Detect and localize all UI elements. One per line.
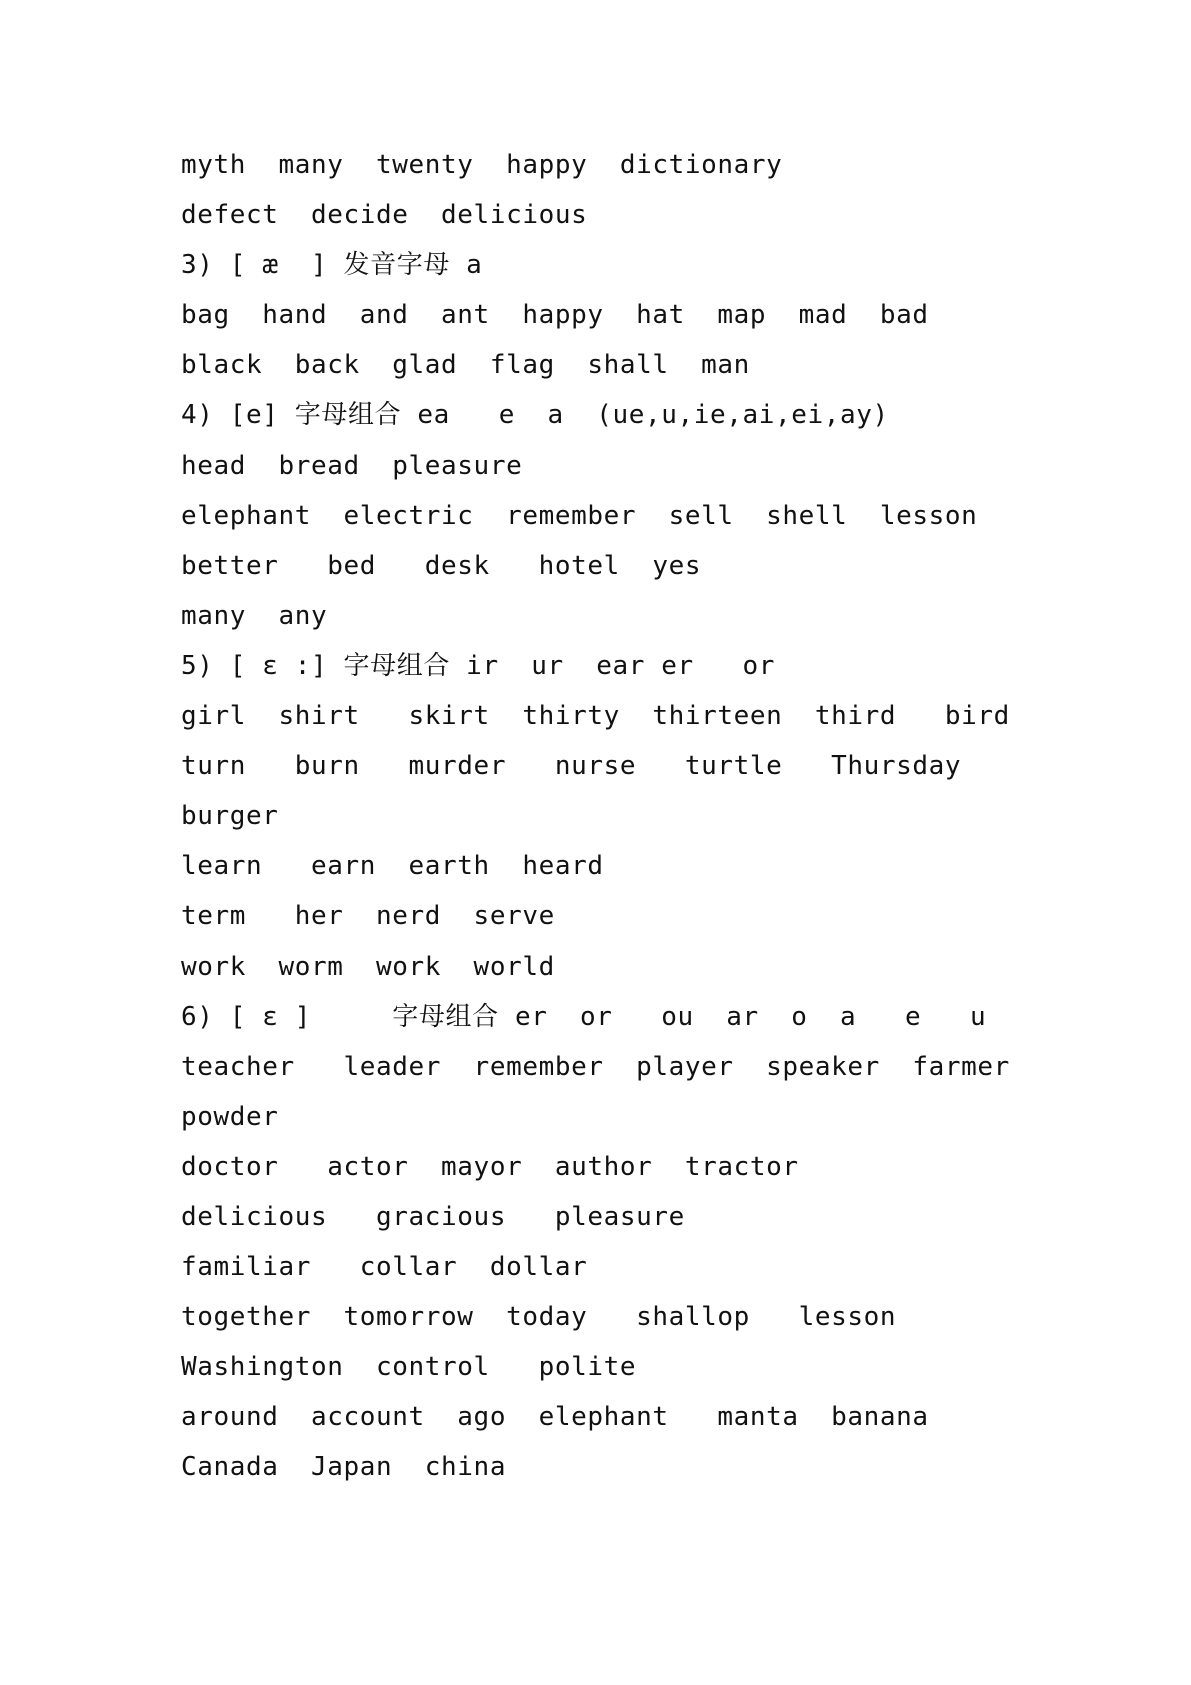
- text-line: better bed desk hotel yes: [181, 550, 702, 581]
- text-line: familiar collar dollar: [181, 1252, 588, 1283]
- text-line: many any: [181, 600, 328, 631]
- text-line: around account ago elephant manta banana: [181, 1402, 929, 1433]
- text-line: black back glad flag shall man: [181, 350, 750, 381]
- text-line: head bread pleasure: [181, 450, 523, 481]
- text-line: Washington control polite: [181, 1352, 637, 1383]
- text-line: teacher leader remember player speaker farmer: [181, 1051, 1010, 1082]
- text-line: powder: [181, 1101, 279, 1132]
- text-line: girl shirt skirt thirty thirteen third bird: [181, 701, 1010, 732]
- text-line: burger: [181, 801, 279, 832]
- text-line: elephant electric remember sell shell lesson: [181, 500, 978, 531]
- text-line: work worm work world: [181, 951, 555, 982]
- text-line: together tomorrow today shallop lesson: [181, 1302, 897, 1333]
- text-line: bag hand and ant happy hat map mad bad: [181, 300, 929, 331]
- section-heading: 3) [ æ ] 发音字母 a: [181, 250, 483, 281]
- text-line: defect decide delicious: [181, 200, 588, 231]
- section-heading: 4) [e] 字母组合 ea e a (ue,u,ie,ai,ei,ay): [181, 400, 889, 431]
- text-line: turn burn murder nurse turtle Thursday: [181, 751, 962, 782]
- text-line: doctor actor mayor author tractor: [181, 1151, 799, 1182]
- text-line: myth many twenty happy dictionary: [181, 150, 783, 180]
- text-line: term her nerd serve: [181, 901, 555, 932]
- text-line: Canada Japan china: [181, 1452, 507, 1483]
- section-heading: 5) [ ɛ :] 字母组合 ir ur ear er or: [181, 650, 775, 681]
- text-line: learn earn earth heard: [181, 851, 604, 882]
- phonics-word-list: [181, 140, 1081, 1493]
- section-heading: 6) [ ɛ ] 字母组合 er or ou ar o a e u: [181, 1001, 987, 1032]
- text-line: delicious gracious pleasure: [181, 1201, 685, 1232]
